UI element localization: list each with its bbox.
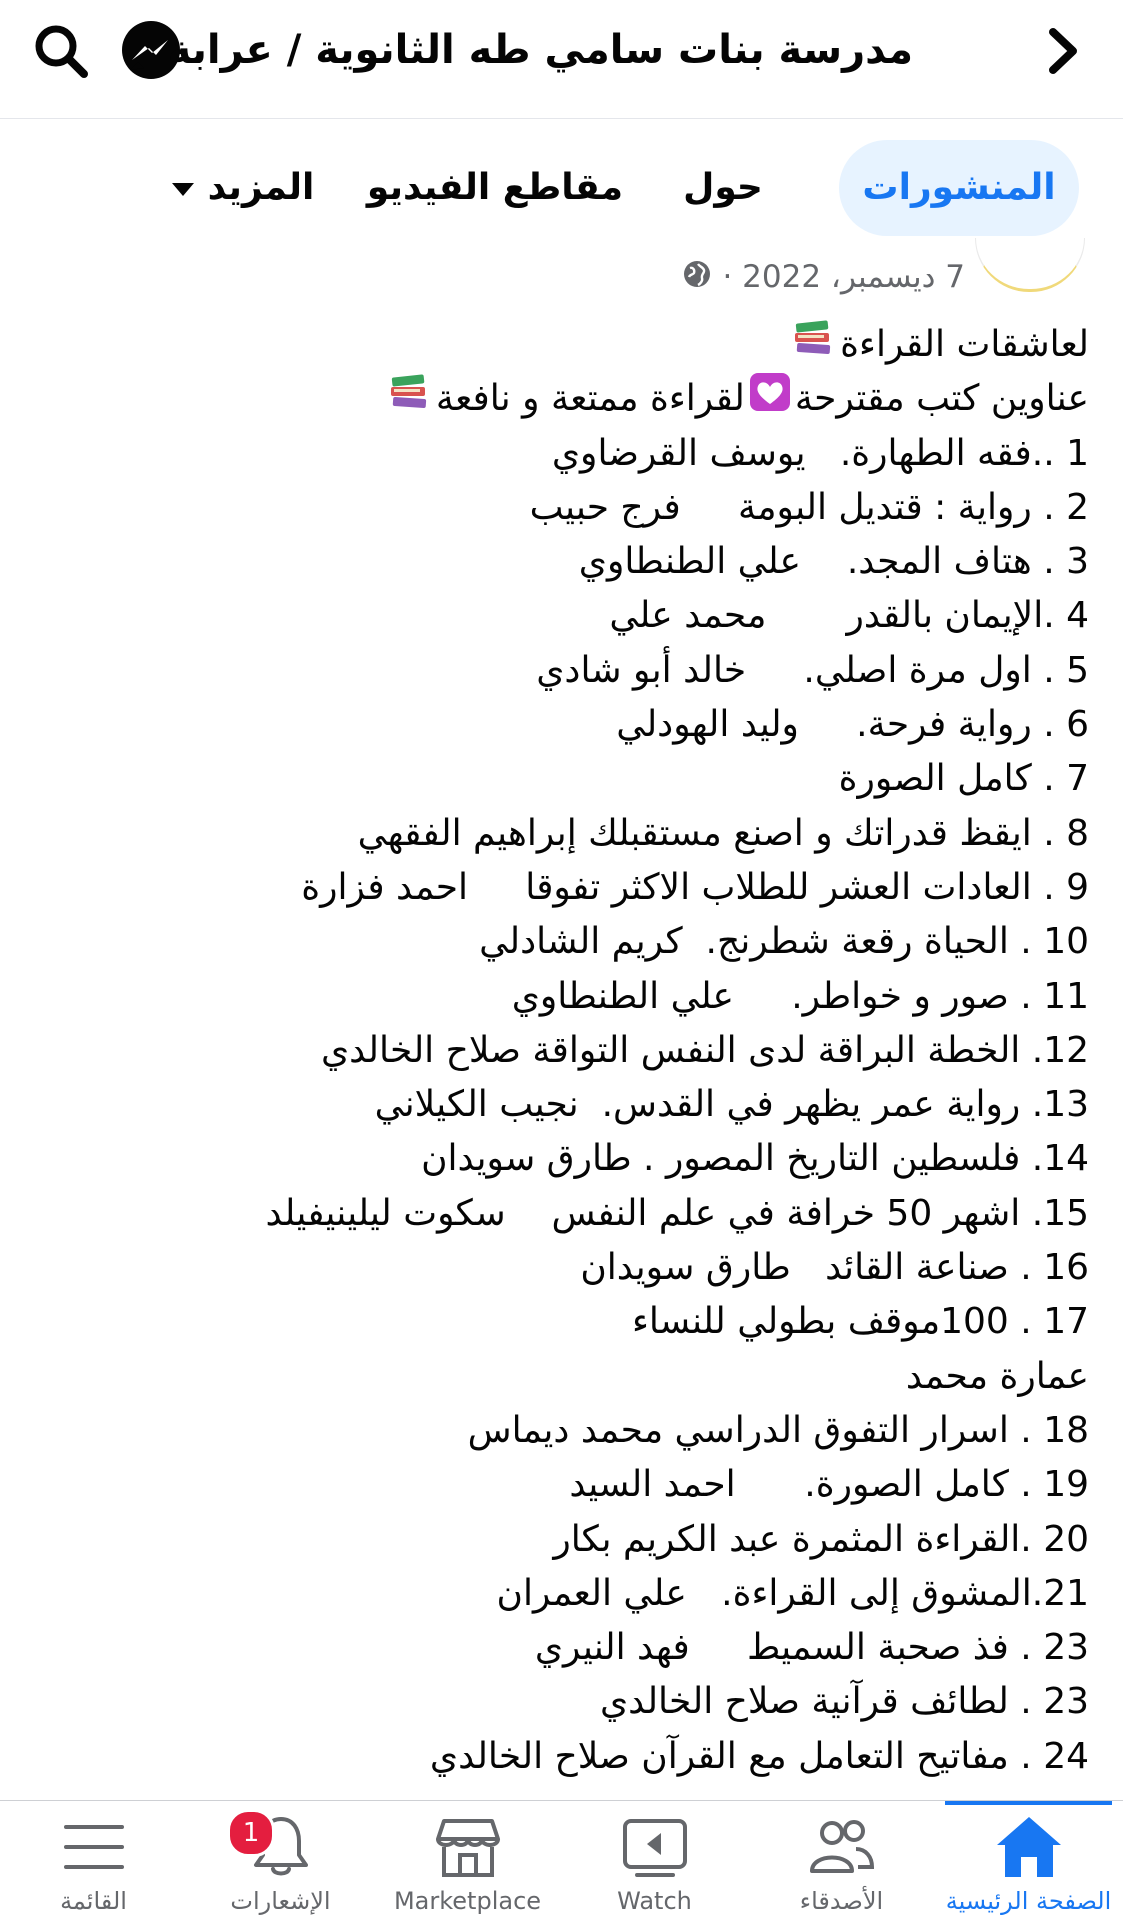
post-line: لعاشقات القراءة — [29, 318, 1089, 372]
tab-more-label: المزيد — [207, 167, 315, 208]
watch-icon — [621, 1813, 689, 1881]
heart-emoji-icon — [749, 372, 791, 428]
nav-friends[interactable] — [748, 1801, 935, 1921]
tab-posts[interactable]: المنشورات — [839, 140, 1079, 236]
post-line: 8 . ايقظ قدراتك و اصنع مستقبلك إبراهيم الفقهي — [357, 812, 1089, 854]
page-title: مدرسة بنات سامي طه الثانوية / عرابة — [167, 27, 913, 73]
marketplace-icon — [434, 1813, 502, 1881]
post-meta — [682, 252, 965, 302]
home-icon — [995, 1813, 1063, 1881]
post-line: 23 . لطائف قرآنية صلاح الخالدي — [600, 1681, 1089, 1723]
search-icon[interactable] — [28, 18, 94, 84]
tab-more[interactable] — [163, 140, 323, 236]
post-line: 4 .الإيمان بالقدر محمد علي — [609, 595, 1089, 637]
nav-label: الصفحة الرئيسية — [945, 1887, 1112, 1915]
post-line: 16 . صناعة القائد طارق سويدان — [580, 1247, 1089, 1289]
page-tabs — [0, 140, 1123, 236]
nav-label: Marketplace — [393, 1887, 542, 1915]
post-line: 2 . رواية : قتديل البومة فرج حبيب — [529, 486, 1089, 528]
post-line: 15. اشهر 50 خرافة في علم النفس سكوت ليلينيفيلد — [265, 1192, 1089, 1234]
caret-down-icon — [172, 183, 194, 196]
post-line: عناوين كتب مقترحةلقراءة ممتعة و نافعة — [29, 372, 1089, 426]
friends-icon — [808, 1813, 876, 1881]
globe-icon — [682, 254, 712, 304]
post-line: 7 . كامل الصورة — [838, 758, 1089, 800]
nav-label: Watch — [617, 1887, 692, 1915]
post-line: 14. فلسطين التاريخ المصور . طارق سويدان — [421, 1138, 1089, 1180]
tab-about[interactable]: حول — [683, 167, 763, 208]
post-line: 18 . اسرار التفوق الدراسي محمد ديماس — [467, 1409, 1089, 1451]
nav-menu[interactable] — [0, 1801, 187, 1921]
tab-videos[interactable]: مقاطع الفيديو — [366, 167, 623, 208]
bottom-nav-bar — [0, 1800, 1123, 1921]
nav-label: القائمة — [60, 1887, 127, 1915]
nav-marketplace[interactable] — [374, 1801, 561, 1921]
post-text — [29, 318, 1089, 1784]
nav-home[interactable] — [935, 1801, 1122, 1921]
nav-notifications[interactable] — [187, 1801, 374, 1921]
books-emoji-icon — [792, 318, 834, 374]
avatar[interactable] — [975, 238, 1085, 292]
post-line: 1 ..فقه الطهارة. يوسف القرضاوي — [551, 432, 1089, 474]
post-line: 20 .القراءة المثمرة عبد الكريم بكار — [553, 1518, 1089, 1560]
post-line: 12. الخطة البراقة لدى النفس التواقة صلاح الخالدي — [320, 1029, 1089, 1071]
post-line: 19 . كامل الصورة. احمد السيد — [569, 1464, 1089, 1506]
post-line: 10 . الحياة رقعة شطرنج. كريم الشادلي — [479, 921, 1089, 963]
nav-label: الإشعارات — [230, 1887, 331, 1915]
post-line: 21.المشوق إلى القراءة. علي العمران — [496, 1572, 1089, 1614]
nav-watch[interactable] — [561, 1801, 748, 1921]
back-chevron-icon[interactable] — [1030, 18, 1096, 84]
post-line: 9 . العادات العشر للطلاب الاكثر تفوقا احمد فزارة — [301, 866, 1089, 908]
post-line: 17 . 100موقف بطولي للنساء — [631, 1301, 1089, 1343]
menu-icon — [60, 1813, 128, 1881]
post-line: 13. رواية عمر يظهر في القدس. نجيب الكيلاني — [374, 1084, 1089, 1126]
post-line: 3 . هتاف المجد. علي الطنطاوي — [578, 541, 1089, 583]
post-line: 23 . فذ صحبة السميط فهد النيري — [534, 1627, 1089, 1669]
post-line: عمارة محمد — [905, 1355, 1089, 1397]
post-line: 24 . مفاتيح التعامل مع القرآن صلاح الخالدي — [429, 1735, 1089, 1777]
top-header — [0, 0, 1123, 119]
books-emoji-icon — [388, 372, 430, 428]
nav-label: الأصدقاء — [799, 1887, 884, 1915]
post-line: 11 . صور و خواطر. علي الطنطاوي — [511, 975, 1089, 1017]
post-line: 5 . اول مرة اصلي. خالد أبو شادي — [536, 649, 1089, 691]
post-line: 6 . رواية فرحة. وليد الهودلي — [616, 704, 1089, 746]
post-date: 7 ديسمبر، 2022 · — [722, 259, 965, 295]
notification-badge: 1 — [227, 1809, 275, 1857]
